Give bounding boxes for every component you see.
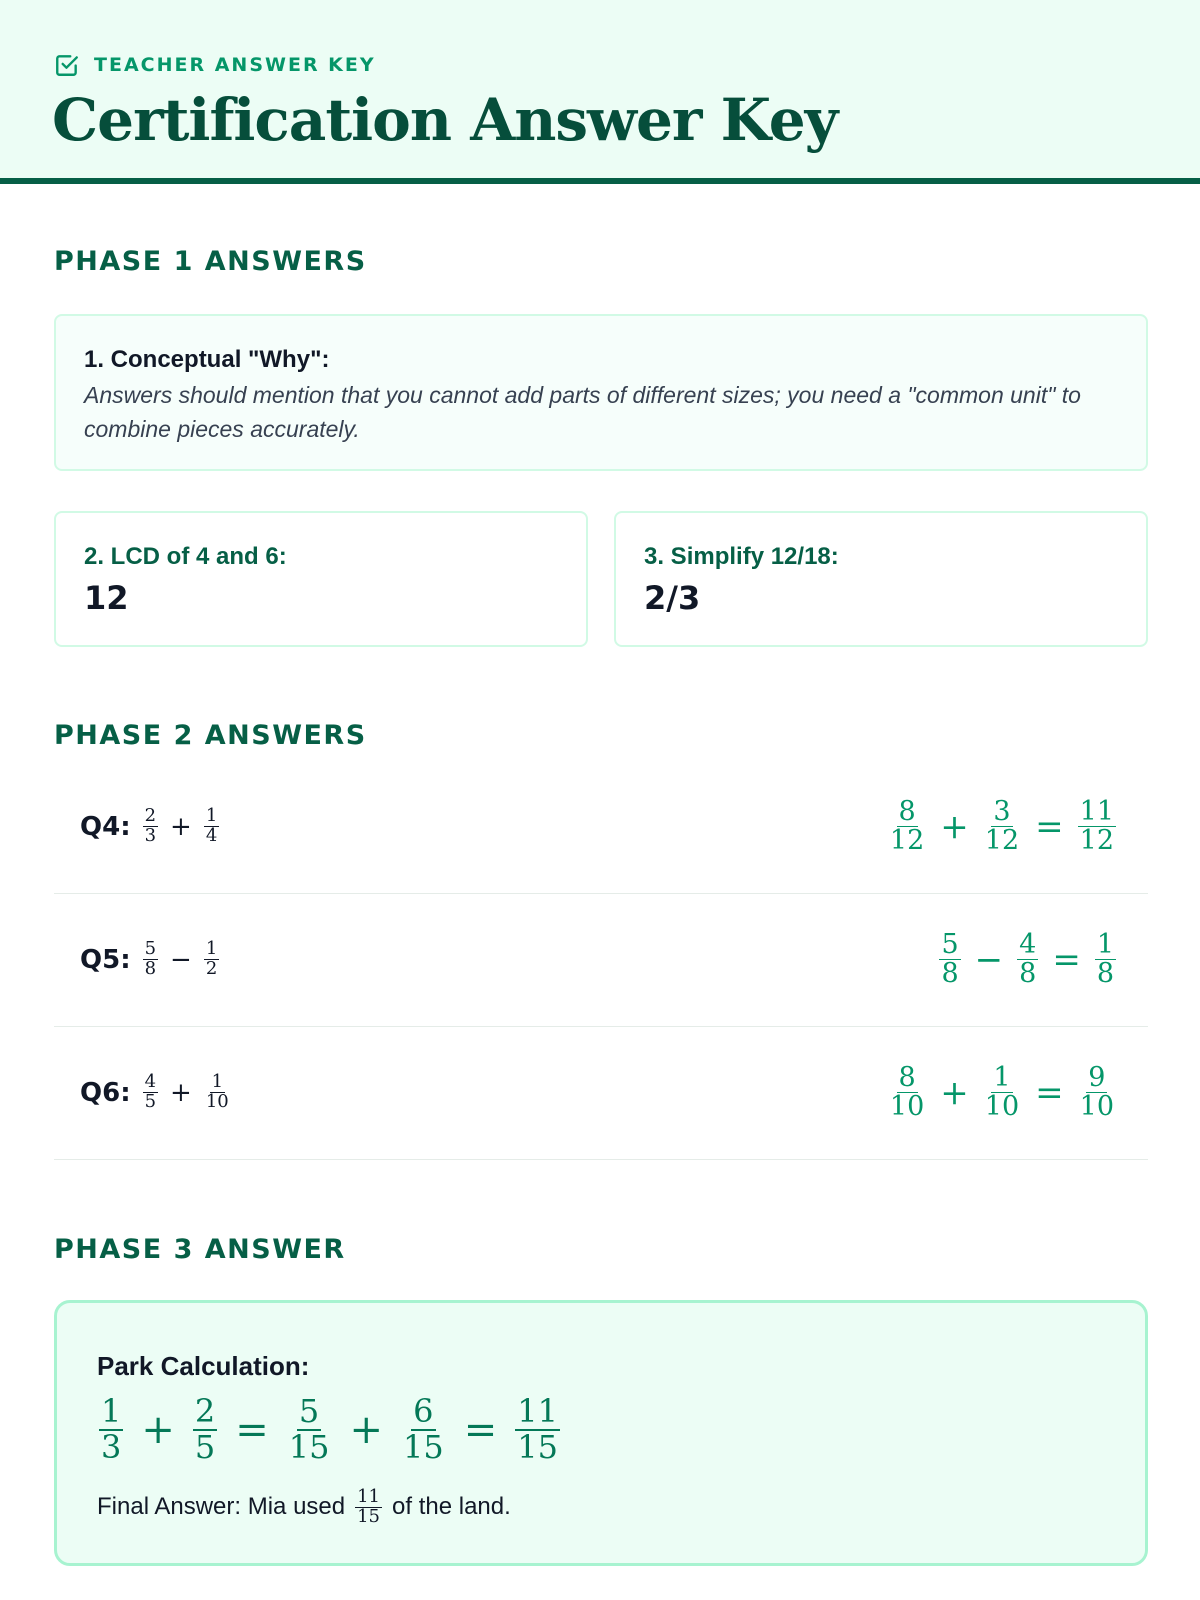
problem-question bbox=[80, 1026, 233, 1159]
page-header bbox=[0, 0, 1200, 184]
problem-question bbox=[80, 760, 221, 893]
question-expression: $\frac{5}{8}$ − $\frac{1}{2}$ bbox=[144, 938, 218, 979]
problem-row-q5 bbox=[54, 893, 1148, 1027]
eyebrow bbox=[54, 52, 376, 78]
problem-label: Q6: bbox=[80, 1077, 131, 1108]
q3-answer: 2/3 bbox=[644, 579, 701, 617]
fraction: $\frac{4}{8}$ bbox=[1019, 928, 1037, 989]
fraction: $\frac{11}{15}$ bbox=[517, 1392, 558, 1466]
park-calculation-card bbox=[54, 1300, 1148, 1566]
q2-answer: 12 bbox=[84, 579, 129, 617]
final-answer-prefix: Final Answer: Mia used bbox=[97, 1493, 346, 1520]
fraction: $\frac{1}{10}$ bbox=[205, 1071, 229, 1112]
problem-label: Q5: bbox=[80, 944, 131, 975]
q2-card bbox=[54, 511, 588, 647]
final-answer-fraction bbox=[345, 1485, 392, 1527]
phase3-title: PHASE 3 ANSWER bbox=[54, 1234, 346, 1265]
fraction: $\frac{1}{8}$ bbox=[1096, 928, 1114, 989]
fraction: $\frac{1}{10}$ bbox=[984, 1061, 1020, 1122]
question-expression: $\frac{4}{5}$ + $\frac{1}{10}$ bbox=[144, 1071, 229, 1112]
fraction: $\frac{5}{8}$ bbox=[144, 938, 157, 979]
q1-card bbox=[54, 314, 1148, 471]
eyebrow-text: TEACHER ANSWER KEY bbox=[94, 54, 376, 76]
fraction: $\frac{5}{15}$ bbox=[288, 1392, 330, 1466]
problem-row-q6 bbox=[54, 1026, 1148, 1160]
q1-label: 1. Conceptual "Why": bbox=[84, 346, 330, 373]
fraction: $\frac{2}{5}$ bbox=[194, 1392, 216, 1466]
fraction: $\frac{8}{12}$ bbox=[889, 795, 925, 856]
problem-question bbox=[80, 893, 221, 1026]
fraction: $\frac{6}{15}$ bbox=[402, 1392, 444, 1466]
park-calculation-label: Park Calculation: bbox=[97, 1351, 310, 1381]
problem-answer: $\frac{8}{12}$ + $\frac{3}{12}$ = $\frac{11}{12}$ bbox=[889, 795, 1114, 856]
fraction: $\frac{11}{12}$ bbox=[1079, 795, 1114, 856]
checkbox-check-icon bbox=[54, 52, 80, 78]
fraction: $\frac{11}{15}$ bbox=[357, 1485, 381, 1527]
final-answer bbox=[97, 1479, 511, 1535]
q3-card bbox=[614, 511, 1148, 647]
fraction: $\frac{3}{12}$ bbox=[984, 795, 1020, 856]
problem-label: Q4: bbox=[80, 811, 131, 842]
q3-label: 3. Simplify 12/18: bbox=[644, 543, 839, 570]
fraction: $\frac{2}{3}$ bbox=[144, 805, 157, 846]
park-equation: $\frac{1}{3}$ + $\frac{2}{5}$ = $\frac{5}{15}$ + $\frac{6}{15}$ = $\frac{11}{15}$ bbox=[101, 1392, 558, 1466]
page-title: Certification Answer Key bbox=[52, 86, 838, 154]
fraction: $\frac{4}{5}$ bbox=[144, 1071, 157, 1112]
q1-explanation: Answers should mention that you cannot add parts of different sizes; you need a "common unit" to combine pieces accurately. bbox=[84, 382, 1081, 442]
question-expression: $\frac{2}{3}$ + $\frac{1}{4}$ bbox=[144, 805, 218, 846]
problem-row-q4 bbox=[54, 760, 1148, 894]
problem-answer: $\frac{5}{8}$ − $\frac{4}{8}$ = $\frac{1}{8}$ bbox=[941, 928, 1114, 989]
fraction: $\frac{1}{2}$ bbox=[205, 938, 218, 979]
fraction: $\frac{1}{3}$ bbox=[101, 1392, 122, 1466]
final-answer-suffix: of the land. bbox=[392, 1493, 511, 1520]
q2-label: 2. LCD of 4 and 6: bbox=[84, 543, 287, 570]
phase2-title: PHASE 2 ANSWERS bbox=[54, 720, 367, 751]
phase1-title: PHASE 1 ANSWERS bbox=[54, 246, 367, 277]
fraction: $\frac{5}{8}$ bbox=[941, 928, 959, 989]
problem-answer: $\frac{8}{10}$ + $\frac{1}{10}$ = $\frac{9}{10}$ bbox=[889, 1061, 1114, 1122]
fraction: $\frac{9}{10}$ bbox=[1079, 1061, 1114, 1122]
fraction: $\frac{8}{10}$ bbox=[889, 1061, 925, 1122]
fraction: $\frac{1}{4}$ bbox=[205, 805, 218, 846]
